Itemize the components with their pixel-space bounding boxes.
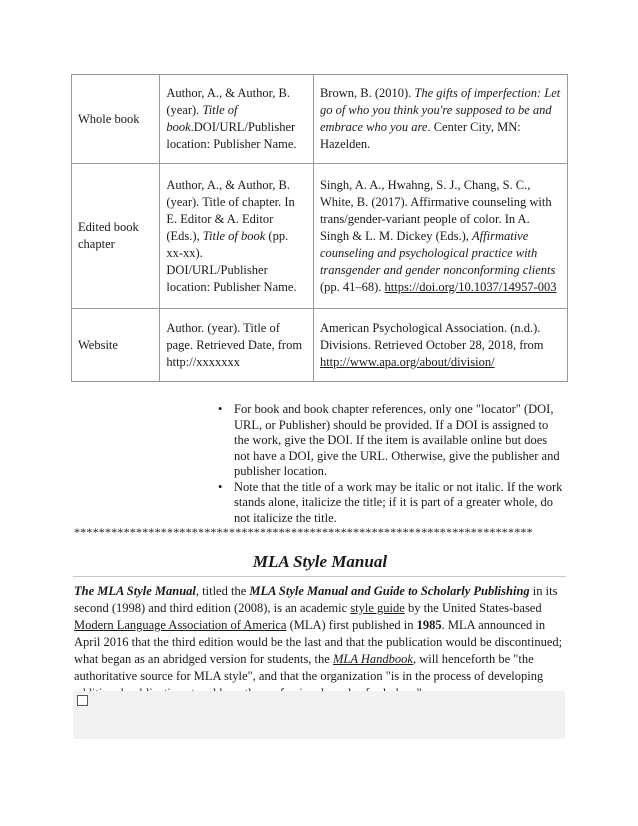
- bullet-icon: •: [218, 479, 223, 494]
- paragraph-text: , will henceforth be "the authoritative source for MLA style", and that the organization "is in the process of developing: [74, 652, 544, 683]
- format-text: (pp. xx-xx). DOI/URL/Publisher location: Publisher Name.: [166, 228, 297, 294]
- table-row: [72, 75, 568, 164]
- paragraph-text: . MLA announced in April 2016 that the third edition would be the last and that the publication would be discontinued; what began as an abridged version for students, the: [74, 618, 563, 666]
- list-item: [218, 480, 564, 527]
- format-italic-title: Title of book: [166, 103, 238, 134]
- example-italic-title: Affirmative counseling and psychological practice with transgender and gender nonconforming clients: [319, 228, 556, 277]
- format-text: Author. (year). Title of page. Retrieved Date, from http://xxxxxxx: [166, 320, 303, 369]
- example-text: . Center City, MN: Hazelden.: [319, 120, 521, 151]
- format-text: Author, A., & Author, B. (year). Title of chapter. In E. Editor & A. Editor (Eds.),: [166, 177, 295, 243]
- example-text: Brown, B. (2010).: [319, 86, 415, 100]
- paragraph-text: in its second (1998) and third edition (2008), is an academic: [74, 584, 558, 615]
- website-link[interactable]: http://www.apa.org/about/division/: [319, 354, 495, 369]
- empty-content-box: [73, 691, 565, 739]
- format-cell: [160, 75, 314, 164]
- bold-italic-title: The MLA Style Manual: [74, 584, 196, 598]
- example-cell: [313, 75, 567, 164]
- format-text: .DOI/URL/Publisher location: Publisher Name.: [166, 120, 297, 151]
- example-text: (pp. 41–68).: [319, 279, 385, 294]
- example-cell: [313, 309, 567, 382]
- note-text: Note that the title of a work may be italic or not italic. If the work stands alone, italicize the title; if it is part of a greater whole, do not italicize the title.: [234, 479, 563, 525]
- example-cell: [313, 164, 567, 309]
- table-row: [72, 164, 568, 309]
- bullet-icon: •: [218, 402, 223, 416]
- checkbox-icon[interactable]: [77, 695, 88, 706]
- bold-year: 1985: [416, 618, 442, 632]
- format-cell: [160, 164, 314, 309]
- note-text: For book and book chapter references, only one "locator" (DOI, URL, or Publisher) should be provided. If a DOI is assigned to the work, give the DOI. If the item is available online but does not have a DOI, give the URL. Otherwise, give the publisher and publisher location.: [234, 402, 560, 478]
- heading-divider: [73, 576, 566, 577]
- mla-paragraph: [74, 583, 568, 702]
- source-type-cell: Whole book: [72, 75, 160, 164]
- list-item: [218, 402, 564, 480]
- format-text: Author, A., & Author, B. (year).: [166, 86, 291, 117]
- mla-org-link[interactable]: Modern Language Association of America: [74, 618, 287, 632]
- table-row: [72, 309, 568, 382]
- style-guide-link[interactable]: style guide: [350, 601, 405, 615]
- notes-list: [218, 402, 564, 526]
- reference-table: [71, 74, 568, 382]
- doi-link[interactable]: https://doi.org/10.1037/14957-003: [384, 279, 557, 294]
- example-text: Singh, A. A., Hwahng, S. J., Chang, S. C., White, B. (2017). Affirmative counseling with trans/gender-variant people of color. In A. Singh & L. M. Dickey (Eds.),: [319, 177, 552, 243]
- separator-line: **************************************************************************: [74, 525, 533, 539]
- example-italic-title: The gifts of imperfection: Let go of who you think you're supposed to be and embrace who you are: [319, 86, 561, 134]
- section-heading: MLA Style Manual: [252, 552, 388, 571]
- mla-handbook-link[interactable]: MLA Handbook: [332, 652, 413, 666]
- format-cell: [160, 309, 314, 382]
- bold-italic-title: MLA Style Manual and Guide to Scholarly Publishing: [249, 584, 530, 598]
- paragraph-text: (MLA) first published in: [286, 618, 417, 632]
- paragraph-text: by the United States-based: [404, 601, 542, 615]
- format-italic-title: Title of book: [202, 228, 266, 243]
- example-text: American Psychological Association. (n.d.). Divisions. Retrieved October 28, 2018, from: [319, 320, 544, 352]
- source-type-cell: Website: [72, 309, 160, 382]
- paragraph-text: , titled the: [195, 584, 250, 598]
- source-type-cell: Edited book chapter: [72, 164, 160, 309]
